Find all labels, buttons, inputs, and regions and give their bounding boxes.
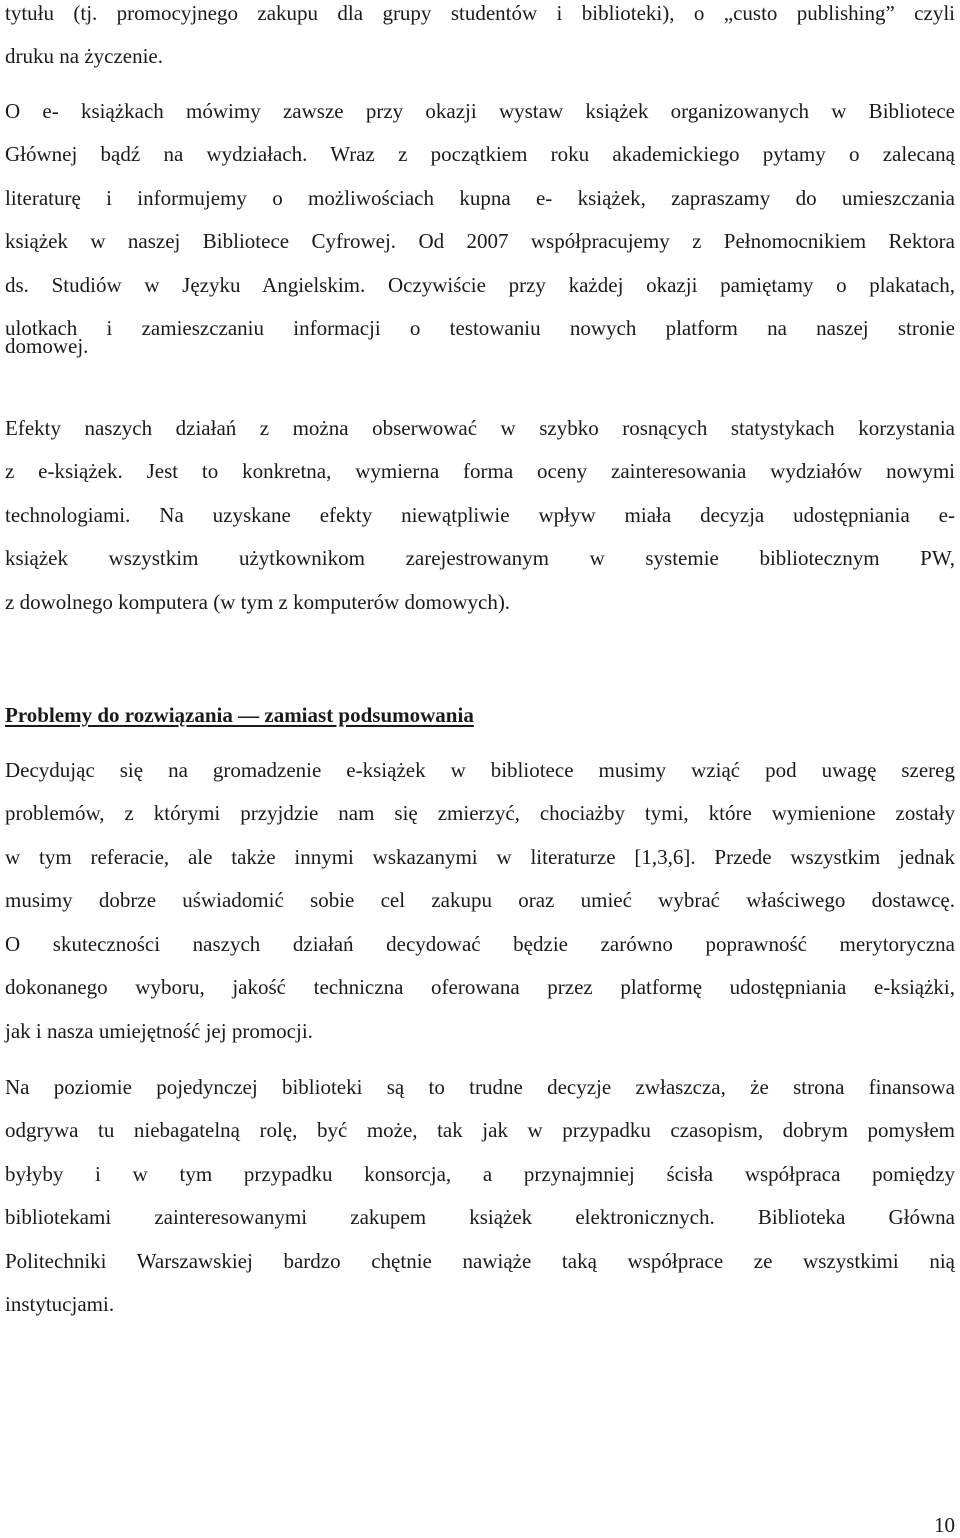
text-line: tytułu (tj. promocyjnego zakupu dla grupy studentów i biblioteki), o „custo publishing” czyli bbox=[5, 1, 955, 25]
page-number: 10 bbox=[934, 1513, 955, 1537]
text-line: w tym referacie, ale także innymi wskazanymi w literaturze [1,3,6]. Przede wszystkim jednak bbox=[5, 845, 955, 869]
text-line: domowej. bbox=[5, 334, 89, 358]
text-line: literaturę i informujemy o możliwościach kupna e- książek, zapraszamy do umieszczania bbox=[5, 186, 955, 210]
text-line: O skuteczności naszych działań decydować będzie zarówno poprawność merytoryczna bbox=[5, 932, 955, 956]
text-line: instytucjami. bbox=[5, 1292, 115, 1316]
text-line: z dowolnego komputera (w tym z komputerów domowych). bbox=[5, 590, 511, 614]
text-line: ds. Studiów w Języku Angielskim. Oczywiście przy każdej okazji pamiętamy o plakatach, bbox=[5, 273, 955, 297]
text-line: z e-książek. Jest to konkretna, wymierna forma oceny zainteresowania wydziałów nowymi bbox=[5, 459, 955, 483]
text-line: problemów, z którymi przyjdzie nam się zmierzyć, chociażby tymi, które wymienione zostały bbox=[5, 801, 955, 825]
text-line: odgrywa tu niebagatelną rolę, być może, tak jak w przypadku czasopism, dobrym pomysłem bbox=[5, 1118, 955, 1142]
section-heading: Problemy do rozwiązania — zamiast podsumowania bbox=[5, 703, 474, 727]
text-line: książek wszystkim użytkownikom zarejestrowanym w systemie bibliotecznym PW, bbox=[5, 546, 955, 570]
text-line: musimy dobrze uświadomić sobie cel zakupu oraz umieć wybrać właściwego dostawcę. bbox=[5, 888, 955, 912]
text-line: Efekty naszych działań z można obserwować w szybko rosnących statystykach korzystania bbox=[5, 416, 955, 440]
text-line: druku na życzenie. bbox=[5, 44, 164, 68]
text-line: bibliotekami zainteresowanymi zakupem książek elektronicznych. Biblioteka Główna bbox=[5, 1205, 955, 1229]
text-line: jak i nasza umiejętność jej promocji. bbox=[5, 1019, 313, 1043]
text-line: technologiami. Na uzyskane efekty niewątpliwie wpływ miała decyzja udostępniania e- bbox=[5, 503, 955, 527]
text-line: Głównej bądź na wydziałach. Wraz z początkiem roku akademickiego pytamy o zalecaną bbox=[5, 142, 955, 166]
text-line: książek w naszej Bibliotece Cyfrowej. Od 2007 współpracujemy z Pełnomocnikiem Rektora bbox=[5, 229, 955, 253]
text-line: ulotkach i zamieszczaniu informacji o testowaniu nowych platform na naszej stronie bbox=[5, 316, 955, 340]
text-line: Na poziomie pojedynczej biblioteki są to trudne decyzje zwłaszcza, że strona finansowa bbox=[5, 1075, 955, 1099]
text-line: byłyby i w tym przypadku konsorcja, a przynajmniej ścisła współpraca pomiędzy bbox=[5, 1162, 955, 1186]
text-line: O e- książkach mówimy zawsze przy okazji wystaw książek organizowanych w Bibliotece bbox=[5, 99, 955, 123]
text-line: Politechniki Warszawskiej bardzo chętnie nawiąże taką współprace ze wszystkimi nią bbox=[5, 1249, 955, 1273]
text-line: Decydując się na gromadzenie e-książek w bibliotece musimy wziąć pod uwagę szereg bbox=[5, 758, 955, 782]
text-line: dokonanego wyboru, jakość techniczna oferowana przez platformę udostępniania e-książki, bbox=[5, 975, 955, 999]
